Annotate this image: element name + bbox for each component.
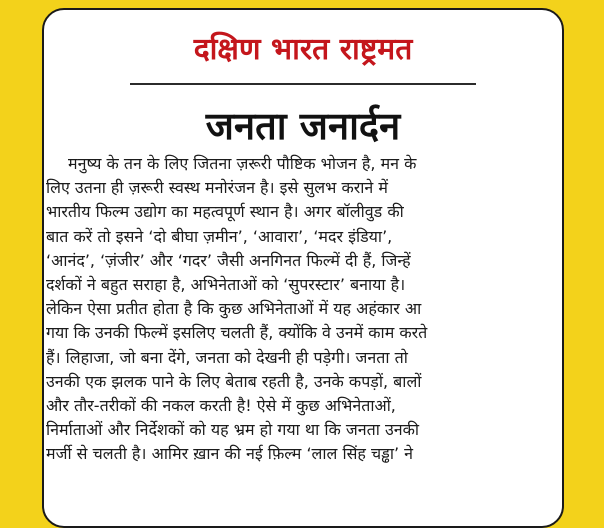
article-line: मर्जी से चलती है। आमिर ख़ान की नई फ़िल्म ‘लाल सिंह चड्ढा’ ने bbox=[46, 444, 414, 464]
article-line: ‘आनंद’, ‘ज़ंजीर’ और ‘गदर’ जैसी अनगिनत फिल्में दी हैं, जिन्हें bbox=[46, 250, 411, 270]
article-line: बात करें तो इसने ‘दो बीघा ज़मीन’, ‘आवारा’, ‘मदर इंडिया’, bbox=[46, 226, 393, 246]
article-line: दर्शकों ने बहुत सराहा है, अभिनेताओं को ‘सुपरस्टार’ बनाया है। bbox=[46, 274, 406, 294]
article-line: हैं। लिहाजा, जो बना देंगे, जनता को देखनी ही पड़ेगी। जनता तो bbox=[46, 347, 408, 367]
article-line: मनुष्य के तन के लिए जितना ज़रूरी पौष्टिक भोजन है, मन के bbox=[68, 154, 417, 173]
masthead-title: दक्षिण भारत राष्ट्रमत bbox=[193, 32, 413, 67]
article-line: लेकिन ऐसा प्रतीत होता है कि कुछ अभिनेताओं में यह अहंकार आ bbox=[46, 299, 422, 319]
article-line: उनकी एक झलक पाने के लिए बेताब रहती है, उनके कपड़ों, बालों bbox=[46, 371, 422, 391]
article-line: और तौर-तरीकों की नकल करती है! ऐसे में कुछ अभिनेताओं, bbox=[46, 395, 396, 415]
article-line: गया कि उनकी फिल्में इसलिए चलती हैं, क्योंकि वे उनमें काम करते bbox=[46, 323, 428, 343]
editorial-headline: जनता जनार्दन bbox=[205, 104, 401, 148]
article-line: निर्माताओं और निर्देशकों को यह भ्रम हो गया था कि जनता उनकी bbox=[46, 420, 420, 440]
article-line: लिए उतना ही ज़रूरी स्वस्थ मनोरंजन है। इसे सुलभ कराने में bbox=[46, 178, 388, 198]
article-line: भारतीय फिल्म उद्योग का महत्वपूर्ण स्थान है। अगर बॉलीवुड की bbox=[46, 202, 404, 222]
masthead-divider bbox=[130, 83, 476, 85]
article-body bbox=[46, 152, 558, 466]
